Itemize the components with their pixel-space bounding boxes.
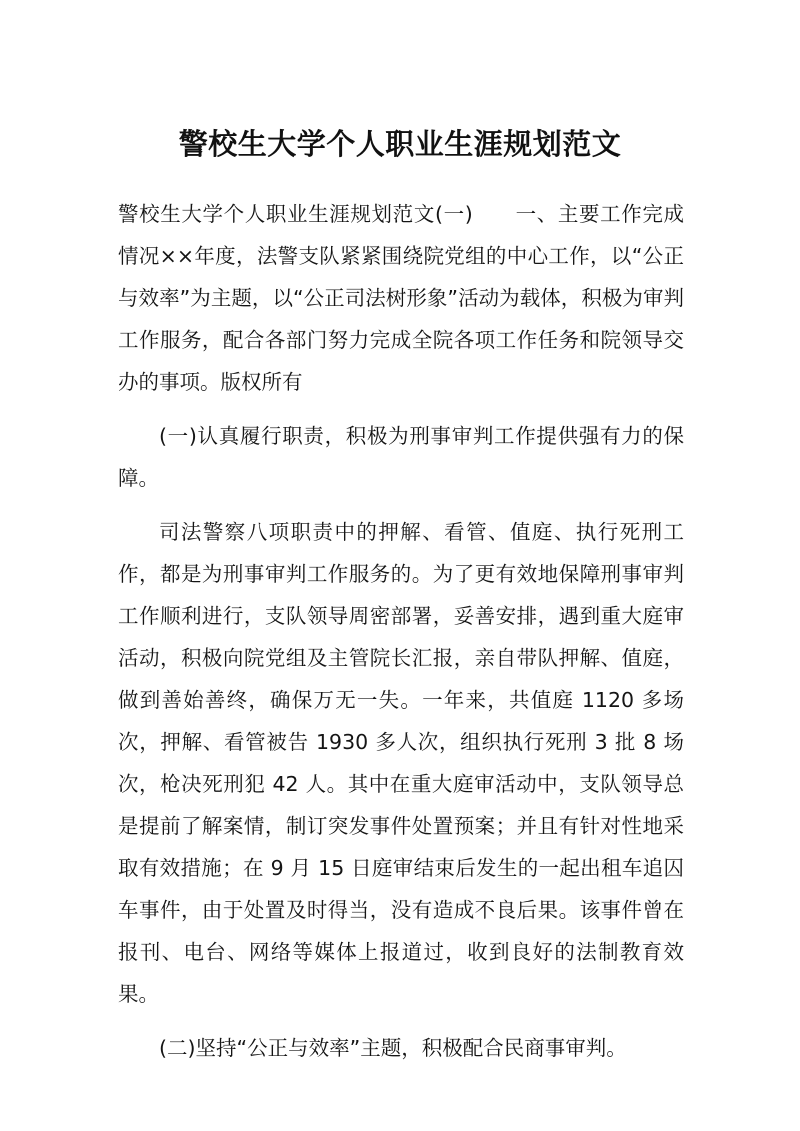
paragraph-section-2-heading: (二)坚持“公正与效率”主题，积极配合民商事审判。 xyxy=(159,1036,627,1060)
paragraph-intro: 警校生大学个人职业生涯规划范文(一) 一、主要工作完成情况××年度，法警支队紧紧围绕院党组的中心工作，以“公正与效率”为主题，以“公正司法树形象”活动为载体，积极为审判工作服务，配合各部门努力完成全院各项工作任务和院领导交办的事项。版权所有 xyxy=(118,202,684,394)
document-body xyxy=(118,193,684,1081)
paragraph-section-1-heading: (一)认真履行职责，积极为刑事审判工作提供强有力的保障。 xyxy=(118,424,684,490)
document-title: 警校生大学个人职业生涯规划范文 xyxy=(178,127,622,161)
paragraph-section-1-body: 司法警察八项职责中的押解、看管、值庭、执行死刑工作，都是为刑事审判工作服务的。为了更有效地保障刑事审判工作顺利进行，支队领导周密部署，妥善安排，遇到重大庭审活动，积极向院党组及主管院长汇报，亲自带队押解、值庭，做到善始善终，确保万无一失。一年来，共值庭 1120 多场次，押解、看管被告 1930 多人次，组织执行死刑 3 批 8 场次，枪决死刑犯 42 人。其中在重大庭审活动中，支队领导总是提前了解案情，制订突发事件处置预案；并且有针对性地采取有效措施；在 9 月 15 日庭审结束后发生的一起出租车追囚车事件，由于处置及时得当，没有造成不良后果。该事件曾在报刊、电台、网络等媒体上报道过，收到良好的法制教育效果。 xyxy=(118,520,684,1006)
